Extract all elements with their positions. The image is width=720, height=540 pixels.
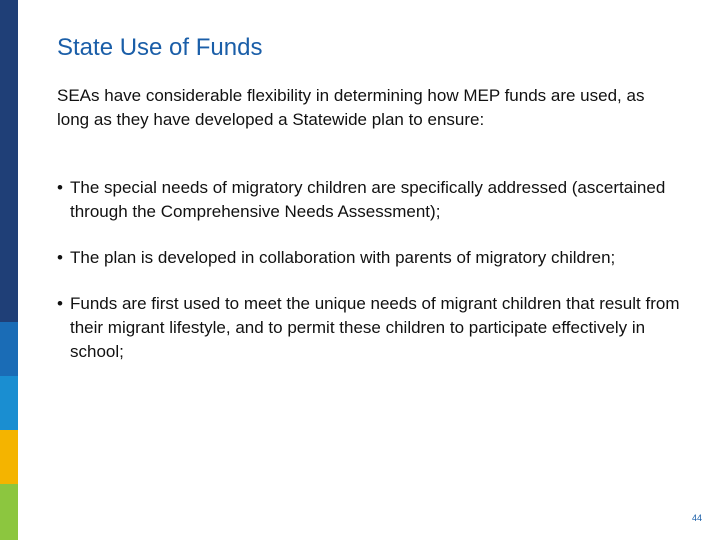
bullet-text: The special needs of migratory children are specifically addressed (ascertained through the Comprehensive Needs Assessment); (70, 178, 666, 221)
bullet-item (57, 176, 697, 224)
bullet-item (57, 246, 697, 270)
slide-title: State Use of Funds (57, 34, 263, 61)
page-number: 44 (691, 513, 702, 523)
sidebar-color-bar (0, 0, 18, 540)
sidebar-segment-navy (0, 0, 18, 322)
intro-paragraph: SEAs have considerable flexibility in determining how MEP funds are used, as long as they have developed a Statewide plan to ensure: (57, 86, 645, 129)
bullet-text: The plan is developed in collaboration with parents of migratory children; (70, 248, 616, 267)
bullet-item (57, 292, 697, 364)
bullet-icon: • (57, 178, 63, 197)
bullet-text: Funds are first used to meet the unique needs of migrant children that result from their migrant lifestyle, and to permit these children to participate effectively in school; (70, 294, 680, 361)
bullet-icon: • (57, 248, 63, 267)
sidebar-segment-green (0, 484, 18, 540)
sidebar-segment-blue (0, 322, 18, 376)
sidebar-segment-yellow (0, 430, 18, 484)
bullet-list (57, 176, 697, 386)
bullet-icon: • (57, 294, 63, 313)
sidebar-segment-light-blue (0, 376, 18, 430)
